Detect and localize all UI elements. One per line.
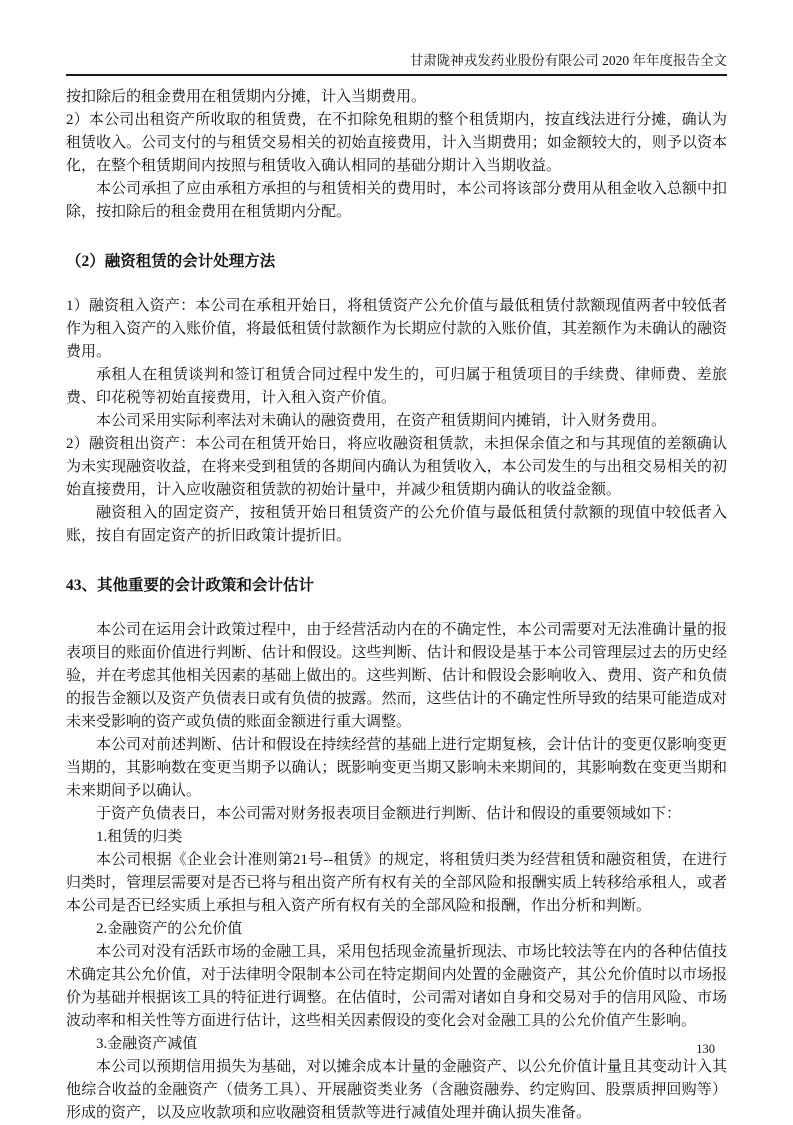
report-header-title: 甘肃陇神戎发药业股份有限公司 2020 年年度报告全文 <box>409 53 727 68</box>
paragraph: 按扣除后的租金费用在租赁期内分摊，计入当期费用。 <box>66 89 427 105</box>
paragraph: 融资租入的固定资产，按租赁开始日租赁资产的公允价值与最低租赁付款额的现值中较低者入账，按自有固定资产的折旧政策计提折旧。 <box>66 505 727 544</box>
subheading-lease-classification: 1.租赁的归类 <box>96 829 183 845</box>
section-heading-financing-lease: （2）融资租赁的会计处理方法 <box>66 253 276 270</box>
paragraph: 本公司采用实际利率法对未确认的融资费用，在资产租赁期间内摊销，计入财务费用。 <box>96 413 667 429</box>
paragraph: 2）融资租出资产：本公司在租赁开始日，将应收融资租赁款，未担保余值之和与其现值的差额确认为未实现融资收益，在将来受到租赁的各期间内确认为租赁收入，本公司发生的与出租交易相关的初始直接费用，计入应收融资租赁款的初始计量中，并减少租赁期内确认的收益金额。 <box>66 436 727 498</box>
paragraph: 承租人在租赁谈判和签订租赁合同过程中发生的，可归属于租赁项目的手续费、律师费、差旅费、印花税等初始直接费用，计入租入资产价值。 <box>66 367 727 406</box>
paragraph: 1）融资租入资产：本公司在承租开始日，将租赁资产公允价值与最低租赁付款额现值两者中较低者作为租入资产的入账价值，将最低租赁付款额作为长期应付款的入账价值，其差额作为未确认的融资费用。 <box>66 298 727 360</box>
document-body <box>66 86 727 1125</box>
paragraph: 2）本公司出租资产所收取的租赁费，在不扣除免租期的整个租赁期内，按直线法进行分摊，确认为租赁收入。公司支付的与租赁交易相关的初始直接费用，计入当期费用；如金额较大的，则予以资本化，在整个租赁期间内按照与租赁收入确认相同的基础分期计入当期收益。 <box>66 112 727 174</box>
paragraph: 于资产负债表日，本公司需对财务报表项目金额进行判断、估计和假设的重要领域如下： <box>96 806 682 822</box>
page-header <box>66 0 727 76</box>
paragraph: 本公司在运用会计政策过程中，由于经营活动内在的不确定性，本公司需要对无法准确计量的报表项目的账面价值进行判断、估计和假设。这些判断、估计和假设是基于本公司管理层过去的历史经验，并在考虑其他相关因素的基础上做出的。这些判断、估计和假设会影响收入、费用、资产和负债的报告金额以及资产负债表日或有负债的披露。然而，这些估计的不确定性所导致的结果可能造成对未来受影响的资产或负债的账面金额进行重大调整。 <box>66 622 727 730</box>
page-number: 130 <box>696 1042 715 1056</box>
paragraph: 本公司承担了应由承租方承担的与租赁相关的费用时，本公司将该部分费用从租金收入总额中扣除，按扣除后的租金费用在租赁期内分配。 <box>66 181 727 220</box>
paragraph: 本公司对前述判断、估计和假设在持续经营的基础上进行定期复核，会计估计的变更仅影响变更当期的，其影响数在变更当期予以确认；既影响变更当期又影响未来期间的，其影响数在变更当期和未来期间予以确认。 <box>66 737 727 799</box>
subheading-financial-asset-fair-value: 2.金融资产的公允价值 <box>96 921 243 937</box>
paragraph: 本公司根据《企业会计准则第21号--租赁》的规定，将租赁归类为经营租赁和融资租赁，在进行归类时，管理层需要对是否已将与租出资产所有权有关的全部风险和报酬实质上转移给承租人，或者本公司是否已经实质上承担与租入资产所有权有关的全部风险和报酬，作出分析和判断。 <box>66 852 727 914</box>
subheading-financial-asset-impairment: 3.金融资产减值 <box>96 1036 198 1052</box>
section-heading-other-accounting-policies: 43、其他重要的会计政策和会计估计 <box>66 577 315 594</box>
paragraph: 本公司对没有活跃市场的金融工具，采用包括现金流量折现法、市场比较法等在内的各种估值技术确定其公允价值，对于法律明令限制本公司在特定期间内处置的金融资产，其公允价值时以市场报价为基础并根据该工具的特征进行调整。在估值时，公司需对诸如自身和交易对手的信用风险、市场波动率和相关性等方面进行估计，这些相关因素假设的变化会对金融工具的公允价值产生影响。 <box>66 944 727 1029</box>
paragraph: 本公司以预期信用损失为基础，对以摊余成本计量的金融资产、以公允价值计量且其变动计入其他综合收益的金融资产（债务工具）、开展融资类业务（含融资融券、约定购回、股票质押回购等）形成的资产，以及应收款项和应收融资租赁款等进行减值处理并确认损失准备。 <box>66 1059 727 1121</box>
